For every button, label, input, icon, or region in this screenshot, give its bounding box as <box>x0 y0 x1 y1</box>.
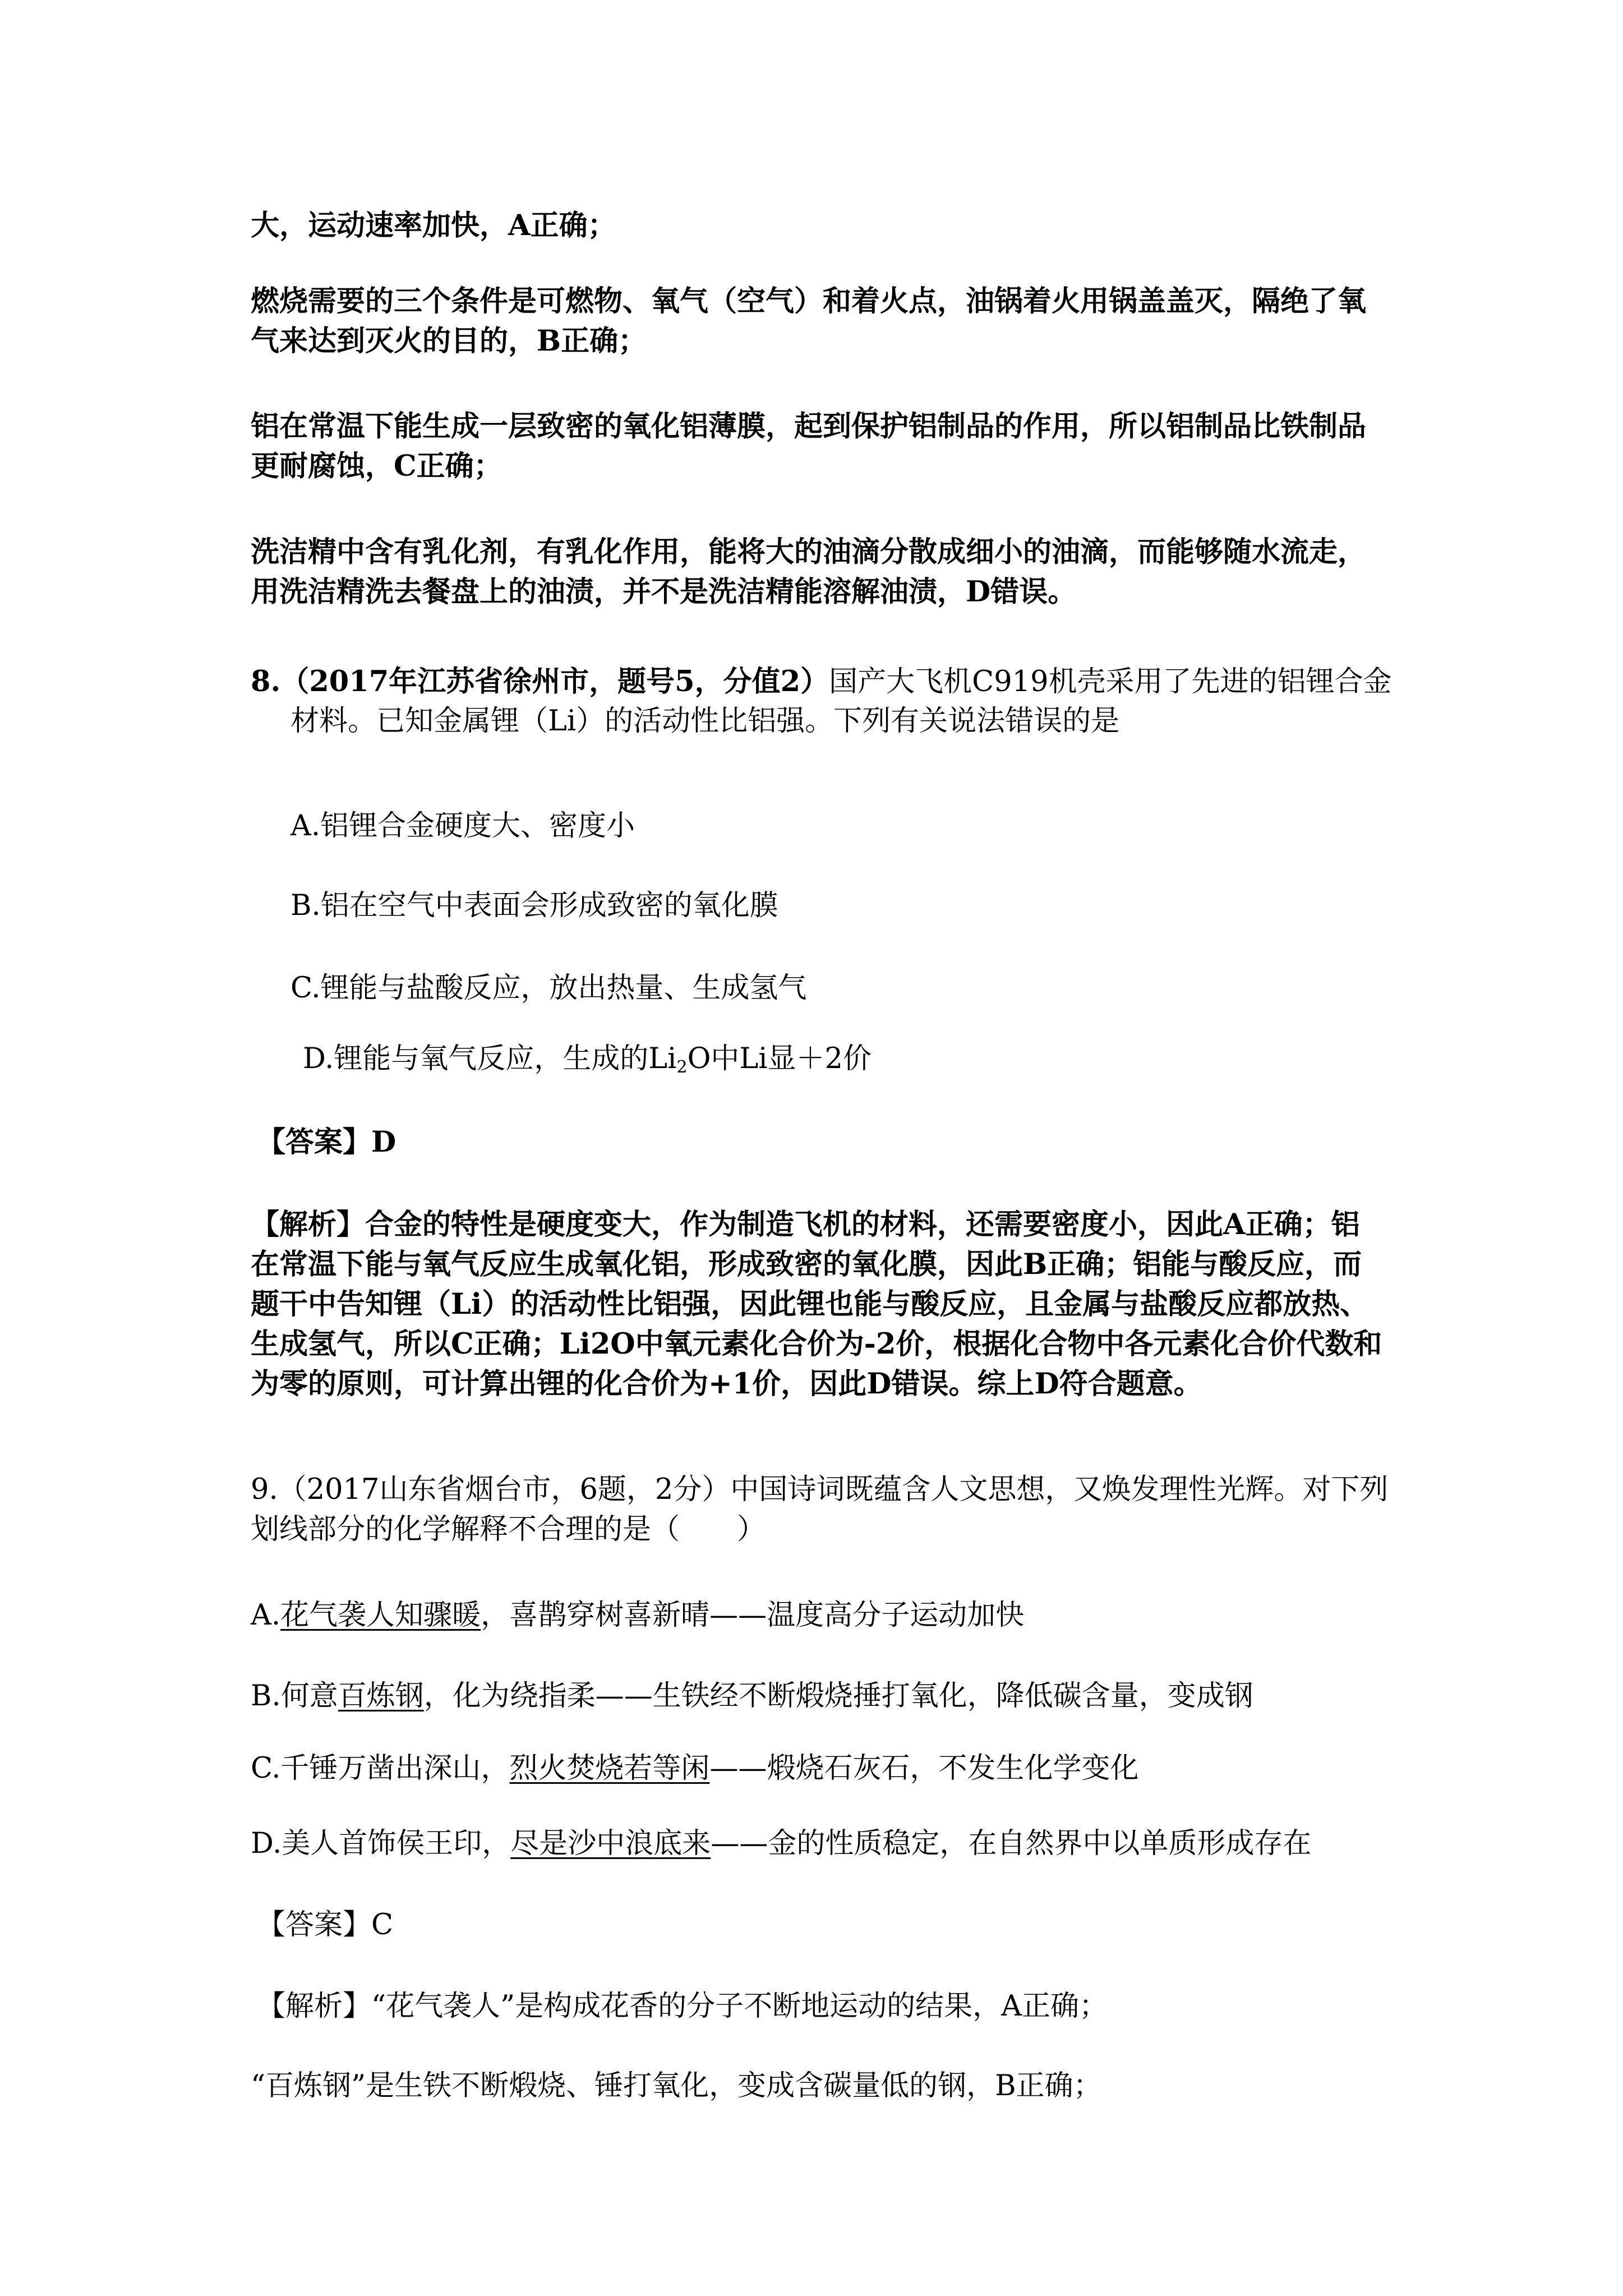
q8-option-c: C.锂能与盐酸反应，放出热量、生成氢气 <box>291 972 807 1005</box>
q8-stem-text: 国产大飞机C919机壳采用了先进的铝锂合金 <box>829 665 1392 698</box>
intro-line: 燃烧需要的三个条件是可燃物、氧气（空气）和着火点，油锅着火用锅盖盖灭，隔绝了氧 <box>251 284 1367 318</box>
option-explanation: ——煅烧石灰石，不发生化学变化 <box>709 1752 1139 1785</box>
q8-analysis-line: 题干中告知锂（Li）的活动性比铝强，因此锂也能与酸反应，且金属与盐酸反应都放热、 <box>251 1287 1369 1321</box>
q9-analysis-line: 【解析】“花气袭人”是构成花香的分子不断地运动的结果，A正确； <box>257 1990 1108 2023</box>
q8-option-a: A.铝锂合金硬度大、密度小 <box>291 809 635 843</box>
underlined-phrase: 花气袭人知骤暖 <box>280 1599 481 1632</box>
option-explanation: ，喜鹊穿树喜新晴——温度高分子运动加快 <box>481 1599 1025 1632</box>
option-explanation: ，化为绕指柔——生铁经不断煅烧捶打氧化，降低碳含量，变成钢 <box>423 1680 1253 1713</box>
intro-line: 更耐腐蚀，C正确； <box>251 449 502 483</box>
q9-option-d <box>251 1827 1311 1861</box>
intro-line: 用洗洁精洗去餐盘上的油渍，并不是洗洁精能溶解油渍，D错误。 <box>251 575 1077 609</box>
q9-stem-line: 9.（2017山东省烟台市，6题，2分）中国诗词既蕴含人文思想，又焕发理性光辉。对下列 <box>251 1473 1389 1506</box>
subscript: 2 <box>676 1057 688 1077</box>
intro-line: 大，运动速率加快，A正确； <box>251 209 616 242</box>
q8-analysis-line: 生成氢气，所以C正确；Li2O中氧元素化合价为-2价，根据化合物中各元素化合价代数和 <box>251 1327 1382 1361</box>
intro-line: 洗洁精中含有乳化剂，有乳化作用，能将大的油滴分散成细小的油滴，而能够随水流走， <box>251 535 1367 569</box>
q8-option-b: B.铝在空气中表面会形成致密的氧化膜 <box>291 889 778 922</box>
option-prefix: D.美人首饰侯王印， <box>251 1827 511 1860</box>
intro-line: 铝在常温下能生成一层致密的氧化铝薄膜，起到保护铝制品的作用，所以铝制品比铁制品 <box>251 409 1367 443</box>
intro-line: 气来达到灭火的目的，B正确； <box>251 324 647 358</box>
option-prefix: C.千锤万凿出深山， <box>251 1752 510 1785</box>
option-prefix: B.何意 <box>251 1680 338 1713</box>
underlined-phrase: 百炼钢 <box>338 1680 424 1713</box>
q8-option-d <box>303 1042 872 1076</box>
q8-option-d-post: O中Li显＋2价 <box>687 1042 872 1075</box>
q8-source: 8.（2017年江苏省徐州市，题号5，分值2） <box>251 665 829 698</box>
q8-analysis-line: 【解析】合金的特性是硬度变大，作为制造飞机的材料，还需要密度小，因此A正确；铝 <box>251 1208 1360 1241</box>
q9-option-b <box>251 1680 1253 1713</box>
q8-analysis-line: 在常温下能与氧气反应生成氧化铝，形成致密的氧化膜，因此B正确；铝能与酸反应，而 <box>251 1248 1362 1281</box>
q8-stem-line2: 材料。已知金属锂（Li）的活动性比铝强。下列有关说法错误的是 <box>291 705 1120 738</box>
q9-stem-line: 划线部分的化学解释不合理的是（ ） <box>251 1513 766 1546</box>
q8-stem <box>251 665 1392 699</box>
q9-analysis-line: “百炼钢”是生铁不断煅烧、锤打氧化，变成含碳量低的钢，B正确； <box>251 2069 1102 2102</box>
q8-answer: 【答案】D <box>257 1125 396 1159</box>
option-explanation: ——金的性质稳定，在自然界中以单质形成存在 <box>711 1827 1312 1860</box>
option-prefix: A. <box>251 1599 281 1632</box>
underlined-phrase: 烈火焚烧若等闲 <box>509 1752 710 1785</box>
q9-answer: 【答案】C <box>257 1908 394 1941</box>
underlined-phrase: 尽是沙中浪底来 <box>510 1827 711 1860</box>
q8-analysis-line: 为零的原则，可计算出锂的化合价为+1价，因此D错误。综上D符合题意。 <box>251 1367 1202 1401</box>
q9-option-a <box>251 1599 1024 1632</box>
q9-option-c <box>251 1752 1138 1786</box>
q8-option-d-pre: D.锂能与氧气反应，生成的Li <box>303 1042 677 1075</box>
